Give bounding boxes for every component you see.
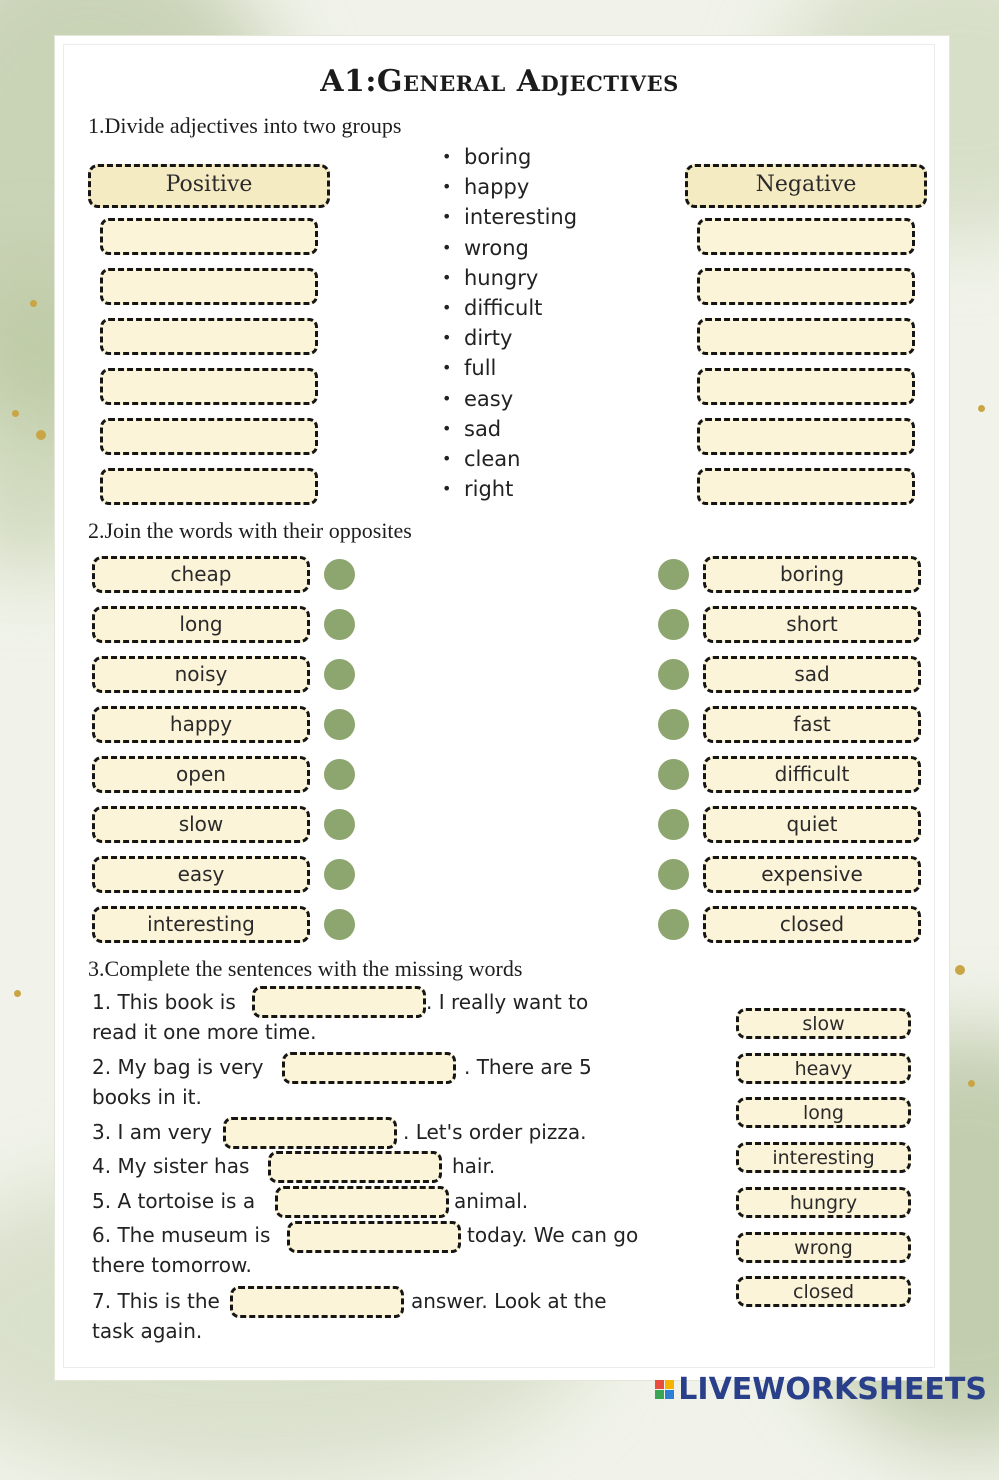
- word-bank-option[interactable]: interesting: [736, 1142, 911, 1173]
- gold-speck: [978, 405, 985, 412]
- left-match-word: happy: [92, 706, 310, 743]
- match-dot-right[interactable]: [658, 759, 689, 790]
- right-match-word: closed: [703, 906, 921, 943]
- left-match-word: cheap: [92, 556, 310, 593]
- match-dot-left[interactable]: [324, 709, 355, 740]
- sentence-6-blank[interactable]: [287, 1221, 461, 1253]
- draggable-word[interactable]: • hungry: [440, 263, 577, 293]
- sentence-2-blank[interactable]: [282, 1052, 456, 1084]
- negative-drop-box[interactable]: [697, 318, 915, 355]
- sentence-3-end: . Let's order pizza.: [403, 1120, 587, 1144]
- negative-drop-box[interactable]: [697, 218, 915, 255]
- sentence-1-blank[interactable]: [252, 986, 426, 1018]
- positive-drop-box[interactable]: [100, 368, 318, 405]
- sentence-2-start: 2. My bag is very: [92, 1055, 264, 1079]
- sentence-7-blank[interactable]: [230, 1286, 404, 1318]
- draggable-word[interactable]: • interesting: [440, 202, 577, 232]
- sentence-6-start: 6. The museum is: [92, 1223, 271, 1247]
- sentence-5-start: 5. A tortoise is a: [92, 1189, 256, 1213]
- right-match-word: fast: [703, 706, 921, 743]
- draggable-word[interactable]: • sad: [440, 414, 577, 444]
- draggable-word[interactable]: • boring: [440, 142, 577, 172]
- sentence-3-blank[interactable]: [223, 1117, 397, 1149]
- draggable-word[interactable]: • full: [440, 353, 577, 383]
- sentence-7-end: answer. Look at the: [411, 1289, 607, 1313]
- sentence-1-end: . I really want to: [426, 990, 589, 1014]
- match-dot-right[interactable]: [658, 659, 689, 690]
- left-match-word: slow: [92, 806, 310, 843]
- draggable-word[interactable]: • clean: [440, 444, 577, 474]
- brand-name: LIVEWORKSHEETS: [678, 1372, 987, 1407]
- left-match-word: open: [92, 756, 310, 793]
- word-bank-option[interactable]: heavy: [736, 1053, 911, 1084]
- match-dot-left[interactable]: [324, 559, 355, 590]
- match-dot-left[interactable]: [324, 759, 355, 790]
- sentence-4-blank[interactable]: [268, 1151, 442, 1183]
- match-dot-right[interactable]: [658, 609, 689, 640]
- liveworksheets-logo-icon: [655, 1380, 674, 1399]
- sentence-6-end: today. We can go: [467, 1223, 639, 1247]
- negative-drop-box[interactable]: [697, 368, 915, 405]
- section3-heading: 3.Complete the sentences with the missing words: [88, 956, 523, 981]
- match-dot-left[interactable]: [324, 859, 355, 890]
- gold-speck: [14, 990, 21, 997]
- match-dot-left[interactable]: [324, 809, 355, 840]
- draggable-word[interactable]: • right: [440, 474, 577, 504]
- draggable-word[interactable]: • easy: [440, 384, 577, 414]
- sentence-1-line2: read it one more time.: [92, 1020, 317, 1044]
- right-match-word: expensive: [703, 856, 921, 893]
- positive-drop-box[interactable]: [100, 218, 318, 255]
- word-bank-option[interactable]: long: [736, 1097, 911, 1128]
- draggable-word[interactable]: • dirty: [440, 323, 577, 353]
- section2-heading: 2.Join the words with their opposites: [88, 518, 412, 543]
- negative-drop-box[interactable]: [697, 468, 915, 505]
- negative-drop-box[interactable]: [697, 268, 915, 305]
- match-dot-left[interactable]: [324, 659, 355, 690]
- match-dot-right[interactable]: [658, 809, 689, 840]
- gold-speck: [36, 430, 46, 440]
- sentence-4-start: 4. My sister has: [92, 1154, 250, 1178]
- sentence-6-line2: there tomorrow.: [92, 1253, 252, 1277]
- draggable-word[interactable]: • difficult: [440, 293, 577, 323]
- negative-drop-box[interactable]: [697, 418, 915, 455]
- positive-drop-box[interactable]: [100, 268, 318, 305]
- match-dot-left[interactable]: [324, 909, 355, 940]
- draggable-word[interactable]: • happy: [440, 172, 577, 202]
- sentence-7-line2: task again.: [92, 1319, 203, 1343]
- gold-speck: [12, 410, 19, 417]
- word-bank-option[interactable]: slow: [736, 1008, 911, 1039]
- left-match-word: easy: [92, 856, 310, 893]
- right-match-word: boring: [703, 556, 921, 593]
- word-bank-option[interactable]: wrong: [736, 1232, 911, 1263]
- match-dot-left[interactable]: [324, 609, 355, 640]
- match-dot-right[interactable]: [658, 709, 689, 740]
- right-match-word: quiet: [703, 806, 921, 843]
- positive-drop-box[interactable]: [100, 318, 318, 355]
- positive-header: Positive: [88, 164, 330, 208]
- gold-speck: [968, 1080, 975, 1087]
- match-dot-right[interactable]: [658, 909, 689, 940]
- adjective-word-list: [440, 142, 577, 504]
- right-match-word: sad: [703, 656, 921, 693]
- section1-heading: 1.Divide adjectives into two groups: [88, 113, 402, 138]
- sentence-5-blank[interactable]: [275, 1186, 449, 1218]
- sentence-4-end: hair.: [452, 1154, 496, 1178]
- word-bank-option[interactable]: hungry: [736, 1187, 911, 1218]
- draggable-word[interactable]: • wrong: [440, 233, 577, 263]
- sentence-7-start: 7. This is the: [92, 1289, 220, 1313]
- worksheet-title: A1:General Adjectives: [320, 64, 679, 99]
- sentence-2-end: . There are 5: [464, 1055, 592, 1079]
- sentence-1-start: 1. This book is: [92, 990, 236, 1014]
- positive-drop-box[interactable]: [100, 418, 318, 455]
- right-match-word: difficult: [703, 756, 921, 793]
- positive-drop-box[interactable]: [100, 468, 318, 505]
- left-match-word: long: [92, 606, 310, 643]
- left-match-word: interesting: [92, 906, 310, 943]
- sentence-2-line2: books in it.: [92, 1085, 202, 1109]
- match-dot-right[interactable]: [658, 559, 689, 590]
- match-dot-right[interactable]: [658, 859, 689, 890]
- gold-speck: [955, 965, 965, 975]
- word-bank-option[interactable]: closed: [736, 1276, 911, 1307]
- left-match-word: noisy: [92, 656, 310, 693]
- negative-header: Negative: [685, 164, 927, 208]
- sentence-5-end: animal.: [454, 1189, 529, 1213]
- gold-speck: [30, 300, 37, 307]
- right-match-word: short: [703, 606, 921, 643]
- liveworksheets-logo[interactable]: [655, 1372, 987, 1407]
- sentence-3-start: 3. I am very: [92, 1120, 212, 1144]
